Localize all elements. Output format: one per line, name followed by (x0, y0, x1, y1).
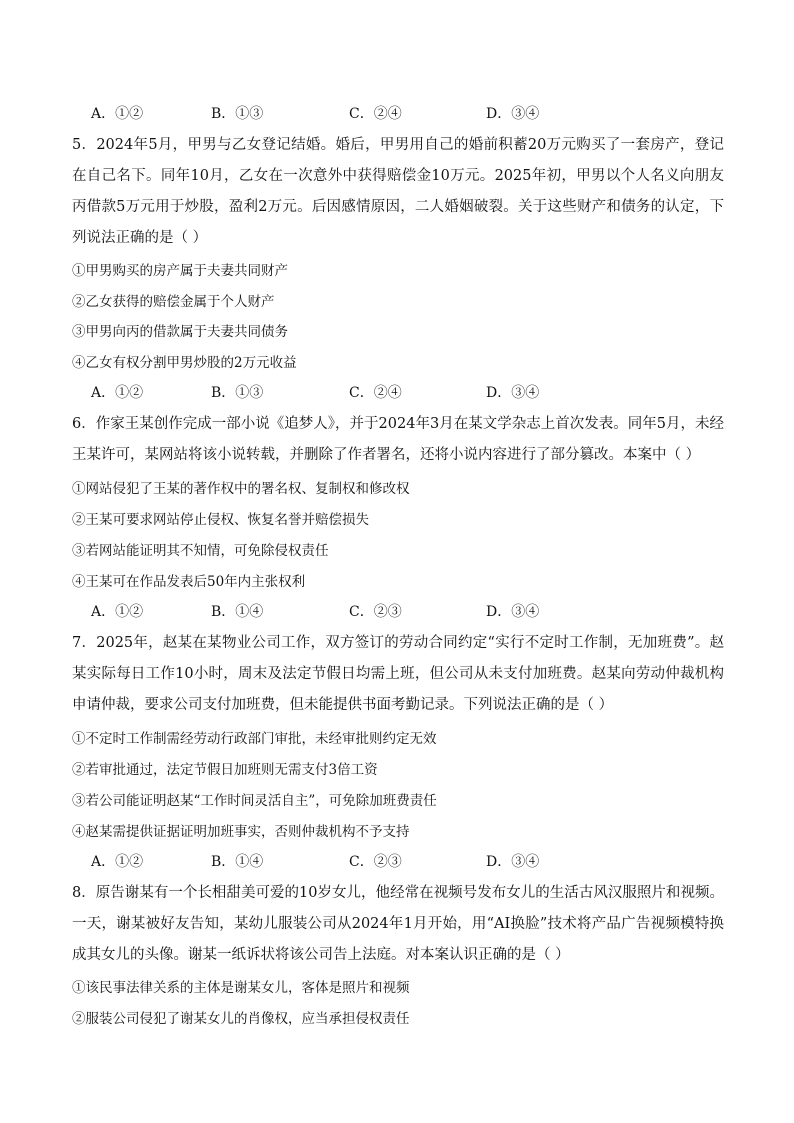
q7-option-d[interactable]: D．③④ (486, 854, 540, 870)
q4-option-d[interactable]: D．③④ (486, 106, 540, 122)
q7-option-b[interactable]: B．①④ (211, 854, 264, 870)
q4-option-c[interactable]: C．②④ (349, 106, 402, 122)
q7-option-a[interactable]: A．①② (91, 854, 144, 870)
q4-option-b[interactable]: B．①③ (211, 106, 264, 122)
q6-statement-3: ③若网站能证明其不知情，可免除侵权责任 (72, 543, 329, 559)
q8-statement-2: ②服装公司侵犯了谢某女儿的肖像权，应当承担侵权责任 (72, 1011, 410, 1027)
q6-statement-1: ①网站侵犯了王某的著作权中的署名权、复制权和修改权 (72, 481, 410, 497)
q6-statement-4: ④王某可在作品发表后50年内主张权利 (72, 574, 306, 590)
q4-options (91, 103, 731, 125)
q6-option-c[interactable]: C．②③ (349, 604, 402, 620)
q8-statement-1: ①该民事法律关系的主体是谢某女儿，客体是照片和视频 (72, 980, 410, 996)
q7-statement-3: ③若公司能证明赵某“工作时间灵活自主”，可免除加班费责任 (72, 793, 437, 809)
q6-option-a[interactable]: A．①② (91, 604, 144, 620)
q6-stem: 6．作家王某创作完成一部小说《追梦人》，并于2024年3月在某文学杂志上首次发表。同年5月，未经王某许可，某网站将该小说转载，并删除了作者署名，还将小说内容进行了部分篡改。本案中（ ） (72, 416, 724, 463)
q5-option-c[interactable]: C．②④ (349, 385, 402, 401)
q6-statement-2: ②王某可要求网站停止侵权、恢复名誉并赔偿损失 (72, 512, 369, 528)
q5-statement-4: ④乙女有权分割甲男炒股的2万元收益 (72, 355, 297, 371)
q5-statement-2: ②乙女获得的赔偿金属于个人财产 (72, 294, 275, 310)
q7-option-c[interactable]: C．②③ (349, 854, 402, 870)
q8-stem: 8．原告谢某有一个长相甜美可爱的10岁女儿，他经常在视频号发布女儿的生活古风汉服照片和视频。一天，谢某被好友告知，某幼儿服装公司从2024年1月开始，用“AI换脸”技术将产品广告视频模特换成其女儿的头像。谢某一纸诉状将该公司告上法庭。对本案认识正确的是（ ） (72, 885, 724, 963)
q6-option-b[interactable]: B．①④ (211, 604, 264, 620)
q5-option-a[interactable]: A．①② (91, 385, 144, 401)
q7-statement-1: ①不定时工作制需经劳动行政部门审批，未经审批则约定无效 (72, 731, 437, 747)
q7-statement-4: ④赵某需提供证据证明加班事实，否则仲裁机构不予支持 (72, 824, 410, 840)
q6-option-d[interactable]: D．③④ (486, 604, 540, 620)
q4-option-a[interactable]: A．①② (91, 106, 144, 122)
q5-option-d[interactable]: D．③④ (486, 385, 540, 401)
q5-statement-3: ③甲男向丙的借款属于夫妻共同债务 (72, 324, 288, 340)
q7-options (91, 851, 731, 873)
q5-statement-1: ①甲男购买的房产属于夫妻共同财产 (72, 263, 288, 279)
q5-option-b[interactable]: B．①③ (211, 385, 264, 401)
q7-stem: 7．2025年，赵某在某物业公司工作，双方签订的劳动合同约定“实行不定时工作制，无加班费”。赵某实际每日工作10小时，周末及法定节假日均需上班，但公司从未支付加班费。赵某向劳动仲裁机构申请仲裁，要求公司支付加班费，但未能提供书面考勤记录。下列说法正确的是（ ） (72, 635, 724, 713)
q5-stem: 5．2024年5月，甲男与乙女登记结婚。婚后，甲男用自己的婚前积蓄20万元购买了一套房产，登记在自己名下。同年10月，乙女在一次意外中获得赔偿金10万元。2025年初，甲男以个人名义向朋友丙借款5万元用于炒股，盈利2万元。后因感情原因，二人婚姻破裂。关于这些财产和债务的认定，下列说法正确的是（ ） (72, 137, 724, 246)
q7-statement-2: ②若审批通过，法定节假日加班则无需支付3倍工资 (72, 762, 378, 778)
q6-options (91, 601, 731, 623)
q5-options (91, 382, 731, 404)
